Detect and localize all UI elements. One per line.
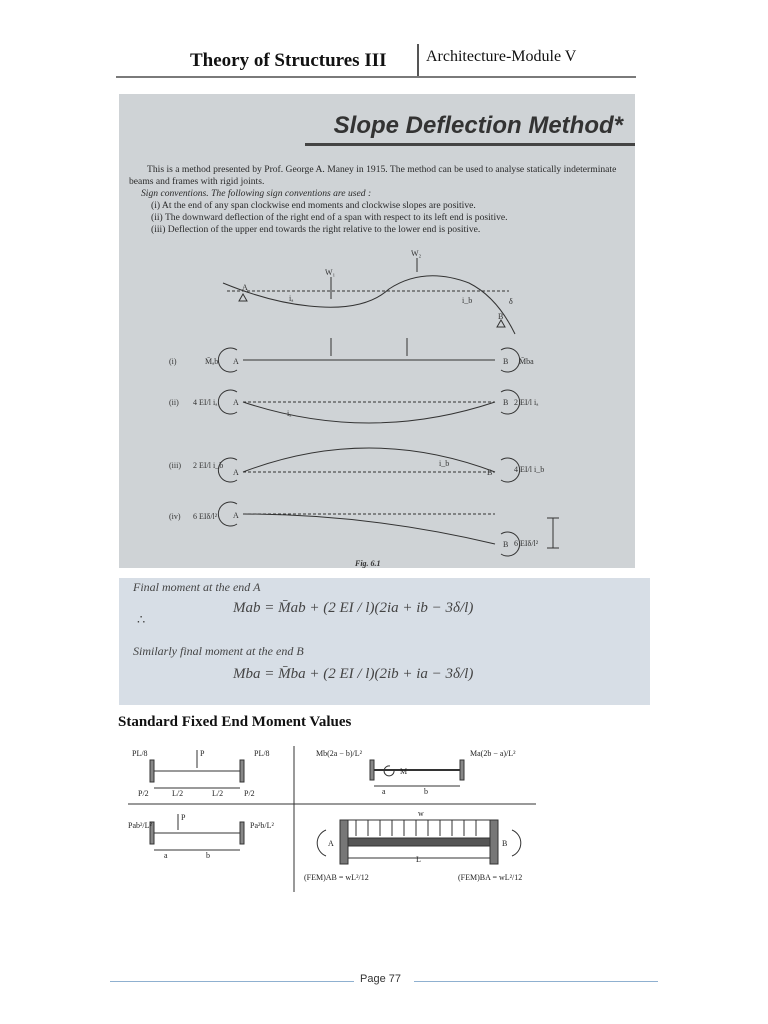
equation-mba: Mba = M̄ba + (2 EI / l)(2ib + ia − 3δ/l) — [233, 666, 474, 682]
udl-w-label: w — [418, 809, 424, 818]
slope-ia-label: iₐ — [287, 409, 292, 418]
fem-pl8-left: PL/8 — [132, 749, 148, 758]
reaction-p2-label: P/2 — [244, 789, 255, 798]
final-moment-b-text: Similarly final moment at the end B — [133, 644, 304, 658]
section-heading: Slope Deflection Method* — [333, 112, 623, 139]
support-a-label: A — [242, 283, 248, 292]
support-b-label: B — [503, 357, 509, 366]
fem-case-central-load — [150, 750, 244, 788]
delta-label: δ — [509, 297, 513, 306]
header-rule — [116, 76, 636, 78]
therefore-symbol: ∴ — [137, 612, 146, 627]
moment-4ei-ia-label: 4 EI/l iₐ — [193, 398, 218, 407]
support-b-label: B — [487, 468, 493, 477]
fem-ba-formula: (FEM)BA = wL²/12 — [458, 873, 523, 882]
load-w1-label: W₁ — [325, 268, 336, 277]
support-a-label: A — [233, 357, 239, 366]
header-separator — [417, 44, 419, 76]
moment-2ei-ia-label: 2 EI/l iₐ — [514, 398, 539, 407]
fem-case-eccentric-load — [150, 814, 244, 850]
footer-rule-left — [110, 981, 354, 982]
support-b-label: B — [503, 540, 509, 549]
slope-ib-label: i_b — [462, 296, 473, 305]
span-half-label: L/2 — [212, 789, 224, 798]
dim-a-label: a — [164, 851, 168, 860]
fixed-end-moment-table — [128, 744, 538, 894]
section-title: Standard Fixed End Moment Values — [118, 714, 352, 730]
moment-4ei-ib-label: 4 EI/l i_b — [514, 465, 545, 474]
reaction-p2-label: P/2 — [138, 789, 149, 798]
fem-left-moment: Mb(2a − b)/L² — [316, 749, 363, 758]
span-l-label: L — [416, 855, 421, 864]
support-b-label: B — [502, 839, 508, 848]
convention-item: (i) At the end of any span clockwise end moments and clockwise slopes are positive. — [151, 200, 476, 211]
convention-item: (iii) Deflection of the upper end towards the right relative to the lower end is positive. — [151, 224, 481, 235]
pin-support-icon — [497, 320, 505, 327]
page-footer — [110, 972, 658, 992]
slope-ia-label: iₐ — [289, 294, 294, 303]
footer-rule-right — [414, 981, 658, 982]
load-p-label: P — [181, 813, 186, 822]
load-w2-label: W₂ — [411, 249, 422, 258]
fem-left-moment: Pab²/L² — [128, 821, 152, 830]
support-a-label: A — [233, 468, 239, 477]
support-a-label: A — [328, 839, 334, 848]
support-b-label: B — [503, 398, 509, 407]
row-label: (iv) — [169, 512, 181, 521]
dim-a-label: a — [382, 787, 386, 796]
dim-b-label: b — [424, 787, 428, 796]
fem-pl8-right: PL/8 — [254, 749, 270, 758]
support-b-label: B — [498, 312, 504, 321]
span-half-label: L/2 — [172, 789, 184, 798]
row-label: (ii) — [169, 398, 179, 407]
fem-right-moment: Pa²b/L² — [250, 821, 274, 830]
scanned-textbook-page — [119, 94, 635, 568]
dim-b-label: b — [206, 851, 210, 860]
final-moment-equations — [119, 578, 650, 705]
header-title: Theory of Structures III — [190, 50, 387, 71]
final-moment-a-text: Final moment at the end A — [133, 580, 261, 594]
row-label: (iii) — [169, 461, 181, 470]
moment-2ei-ib-label: 2 EI/l i_b — [193, 461, 224, 470]
moment-6eid-label: 6 EIδ/l² — [514, 539, 539, 548]
intro-paragraph: This is a method presented by Prof. George A. Maney in 1915. The method can be used to analyse statically indeterminate beams and frames with rigid joints. — [129, 164, 617, 187]
moment-mba-label: M̄ba — [519, 357, 534, 366]
load-p-label: P — [200, 749, 205, 758]
moment-6eid-label: 6 EIδ/l² — [193, 512, 218, 521]
slope-deflection-figure — [119, 94, 635, 568]
equation-mab: Mab = M̄ab + (2 EI / l)(2ia + ib − 3δ/l) — [233, 600, 474, 616]
moment-mab-label: M̄ₐb — [205, 357, 219, 366]
page-number: Page 77 — [360, 973, 401, 985]
pin-support-icon — [239, 294, 247, 301]
support-a-label: A — [233, 398, 239, 407]
page-header — [116, 40, 636, 78]
slope-ib-label: i_b — [439, 459, 450, 468]
figure-caption: Fig. 6.1 — [355, 559, 381, 568]
header-module: Architecture-Module V — [426, 48, 577, 65]
support-a-label: A — [233, 511, 239, 520]
convention-item: (ii) The downward deflection of the right end of a span with respect to its left end is positive. — [151, 212, 508, 223]
fem-case-applied-moment — [370, 760, 464, 786]
sign-conventions-line: Sign conventions. The following sign conventions are used : — [141, 188, 372, 199]
fem-ab-formula: (FEM)AB = wL²/12 — [304, 873, 369, 882]
fem-right-moment: Ma(2b − a)/L² — [470, 749, 516, 758]
row-label: (i) — [169, 357, 177, 366]
moment-m-label: M — [400, 767, 408, 776]
